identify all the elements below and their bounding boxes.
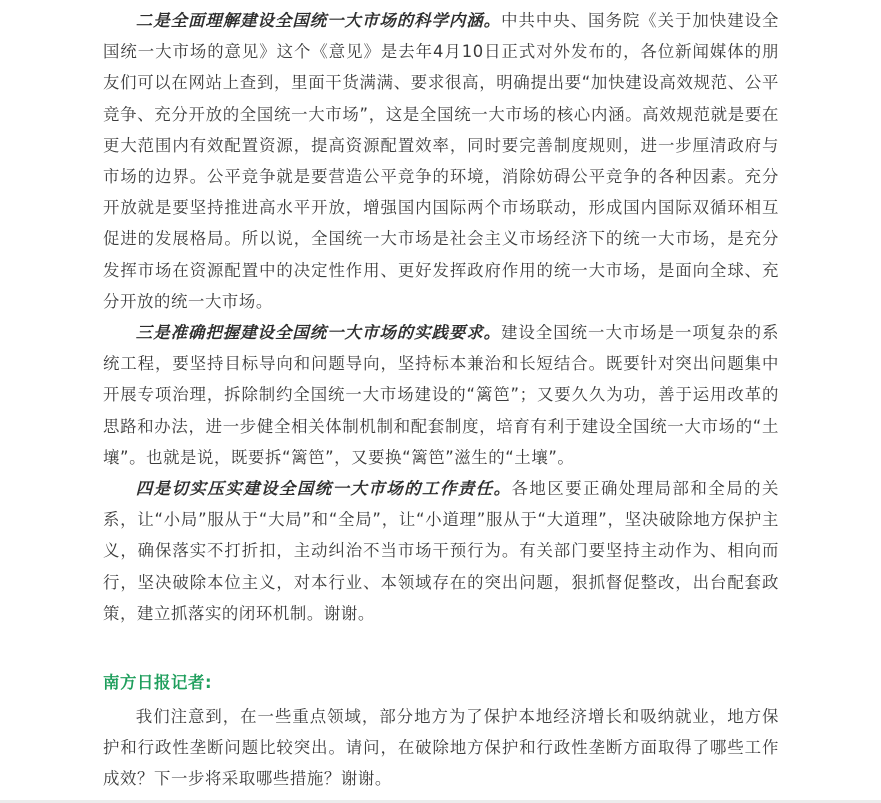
reporter-question: 我们注意到，在一些重点领域，部分地方为了保护本地经济增长和吸纳就业，地方保护和行政性垄断问题比较突出。请问，在破除地方保护和行政性垄断方面取得了哪些工作成效？下一步将采取哪些措施？谢谢。 — [103, 707, 779, 789]
section-heading-4: 四是切实压实建设全国统一大市场的工作责任。 — [135, 479, 512, 499]
article-body — [103, 5, 779, 795]
section-paragraph-4 — [103, 473, 779, 629]
section-paragraph-2 — [103, 5, 779, 317]
section-heading-3: 三是准确把握建设全国统一大市场的实践要求。 — [135, 323, 502, 343]
reporter-label: 南方日报记者: — [103, 673, 213, 693]
section-heading-2: 二是全面理解建设全国统一大市场的科学内涵。 — [135, 11, 502, 30]
section-paragraph-3 — [103, 317, 779, 473]
section-body-3: 建设全国统一大市场是一项复杂的系统工程，要坚持目标导向和问题导向，坚持标本兼治和长短结合。既要针对突出问题集中开展专项治理，拆除制约全国统一大市场建设的“篱笆”；又要久久为功，善于运用改革的思路和办法，进一步健全相关体制机制和配套制度，培育有利于建设全国统一大市场的“土壤”。也就是说，既要拆“篱笆”，又要换“篱笆”滋生的“土壤”。 — [103, 323, 779, 467]
section-body-2: 中共中央、国务院《关于加快建设全国统一大市场的意见》这个《意见》是去年4月10日正式对外发布的，各位新闻媒体的朋友们可以在网站上查到，里面干货满满、要求很高，明确提出要“加快建设高效规范、公平竞争、充分开放的全国统一大市场”，这是全国统一大市场的核心内涵。高效规范就是要在更大范围内有效配置资源，提高资源配置效率，同时要完善制度规则，进一步厘清政府与市场的边界。公平竞争就是要营造公平竞争的环境，消除妨碍公平竞争的各种因素。充分开放就是要坚持推进高水平开放，增强国内国际两个市场联动，形成国内国际双循环相互促进的发展格局。所以说，全国统一大市场是社会主义市场经济下的统一大市场，是充分发挥市场在资源配置中的决定性作用、更好发挥政府作用的统一大市场，是面向全球、充分开放的统一大市场。 — [103, 11, 779, 311]
section-body-4: 各地区要正确处理局部和全局的关系，让“小局”服从于“大局”和“全局”，让“小道理”服从于“大道理”，坚决破除地方保护主义，确保落实不打折扣，主动纠治不当市场干预行为。有关部门要坚持主动作为、相向而行，坚决破除本位主义，对本行业、本领域存在的突出问题，狠抓督促整改，出台配套政策，建立抓落实的闭环机制。谢谢。 — [103, 479, 780, 623]
